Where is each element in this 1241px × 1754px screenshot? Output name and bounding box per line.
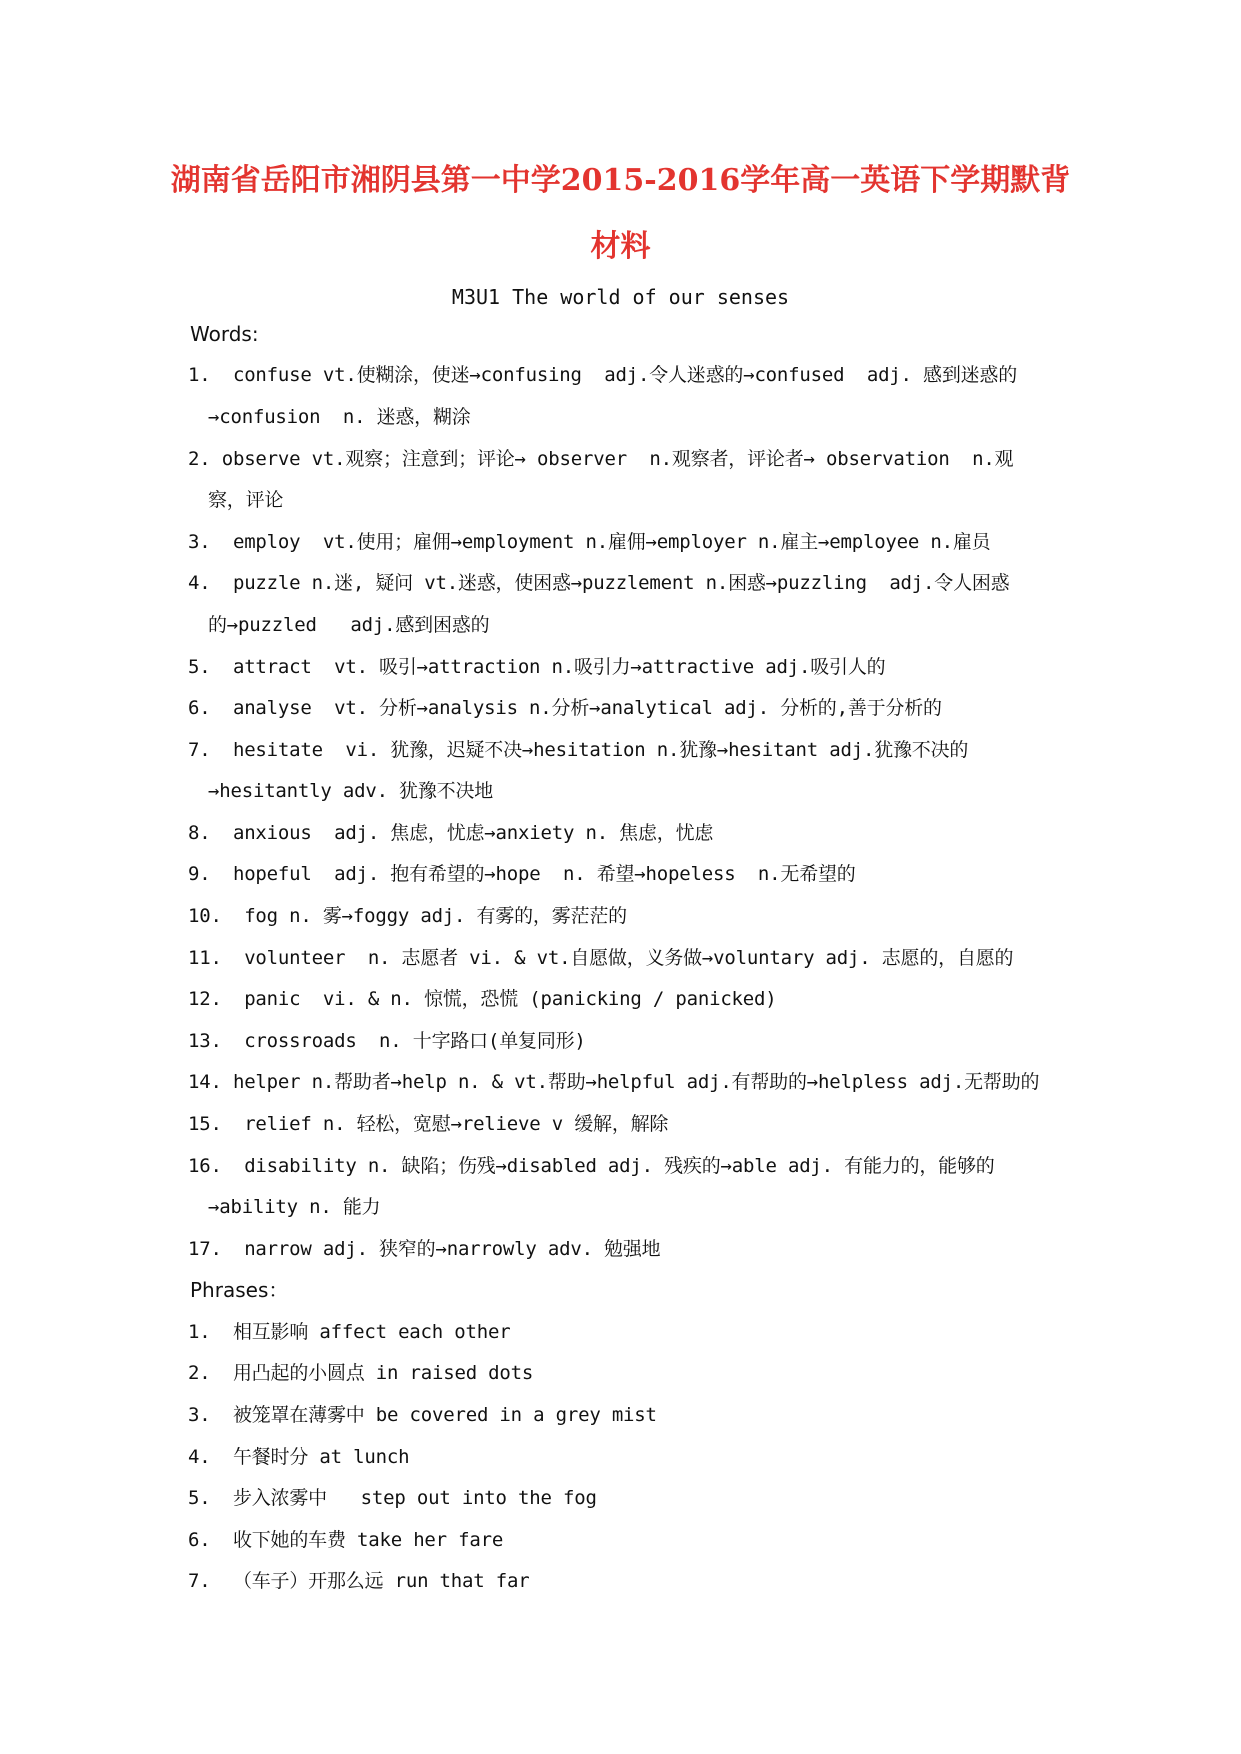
document-title: 湖南省岳阳市湘阴县第一中学2015-2016学年高一英语下学期默背 xyxy=(170,163,1071,198)
words-heading: Words: xyxy=(190,322,259,346)
word-entry-line: 14. helper n.帮助者→help n. & vt.帮助→helpful adj.有帮助的→helpless adj.无帮助的 xyxy=(188,1071,1040,1093)
word-entry-line: 1. confuse vt.使糊涂，使迷→confusing adj.令人迷惑的→confused adj. 感到迷惑的 xyxy=(188,364,1018,386)
word-entry-line: 16. disability n. 缺陷；伤残→disabled adj. 残疾的→able adj. 有能力的，能够的 xyxy=(188,1155,995,1177)
phrase-entry-line: 1. 相互影响 affect each other xyxy=(188,1321,511,1343)
word-entry-line: 17. narrow adj. 狭窄的→narrowly adv. 勉强地 xyxy=(188,1238,661,1260)
word-entry-line: →hesitantly adv. 犹豫不决地 xyxy=(208,780,494,802)
word-entry-line: 9. hopeful adj. 抱有希望的→hope n. 希望→hopeless n.无希望的 xyxy=(188,863,856,885)
word-entry-line: 3. employ vt.使用；雇佣→employment n.雇佣→employer n.雇主→employee n.雇员 xyxy=(188,531,991,553)
phrase-entry-line: 5. 步入浓雾中 step out into the fog xyxy=(188,1487,597,1509)
phrases-heading: Phrases： xyxy=(190,1278,289,1302)
word-entry-line: 2. observe vt.观察；注意到；评论→ observer n.观察者，评论者→ observation n.观 xyxy=(188,448,1014,470)
word-entry-line: 4. puzzle n.迷, 疑问 vt.迷惑，使困惑→puzzlement n.困惑→puzzling adj.令人困惑 xyxy=(188,572,1010,594)
document-title-continued: 材料 xyxy=(590,229,651,264)
word-entry-line: →ability n. 能力 xyxy=(208,1196,381,1218)
word-entry-line: 10. fog n. 雾→foggy adj. 有雾的，雾茫茫的 xyxy=(188,905,627,927)
word-entry-line: 11. volunteer n. 志愿者 vi. & vt.自愿做，义务做→voluntary adj. 志愿的，自愿的 xyxy=(188,947,1014,969)
phrase-entry-line: 2. 用凸起的小圆点 in raised dots xyxy=(188,1362,534,1384)
unit-subtitle: M3U1 The world of our senses xyxy=(451,285,790,309)
word-entry-line: 8. anxious adj. 焦虑，忧虑→anxiety n. 焦虑，忧虑 xyxy=(188,822,714,844)
phrase-entry-line: 4. 午餐时分 at lunch xyxy=(188,1446,410,1468)
phrase-entry-line: 7. （车子）开那么远 run that far xyxy=(188,1570,530,1592)
word-entry-line: →confusion n. 迷惑，糊涂 xyxy=(208,406,471,428)
word-entry-line: 15. relief n. 轻松，宽慰→relieve v 缓解，解除 xyxy=(188,1113,669,1135)
word-entry-line: 13. crossroads n. 十字路口(单复同形) xyxy=(188,1030,586,1052)
word-entry-line: 7. hesitate vi. 犹豫，迟疑不决→hesitation n.犹豫→hesitant adj.犹豫不决的 xyxy=(188,739,969,761)
phrase-entry-line: 6. 收下她的车费 take her fare xyxy=(188,1529,504,1551)
word-entry-line: 察，评论 xyxy=(208,489,284,511)
word-entry-line: 5. attract vt. 吸引→attraction n.吸引力→attractive adj.吸引人的 xyxy=(188,656,886,678)
word-entry-line: 6. analyse vt. 分析→analysis n.分析→analytical adj. 分析的,善于分析的 xyxy=(188,697,942,719)
phrase-entry-line: 3. 被笼罩在薄雾中 be covered in a grey mist xyxy=(188,1404,657,1426)
word-entry-line: 12. panic vi. & n. 惊慌，恐慌 (panicking / panicked) xyxy=(188,988,777,1010)
word-entry-line: 的→puzzled adj.感到困惑的 xyxy=(208,614,490,636)
